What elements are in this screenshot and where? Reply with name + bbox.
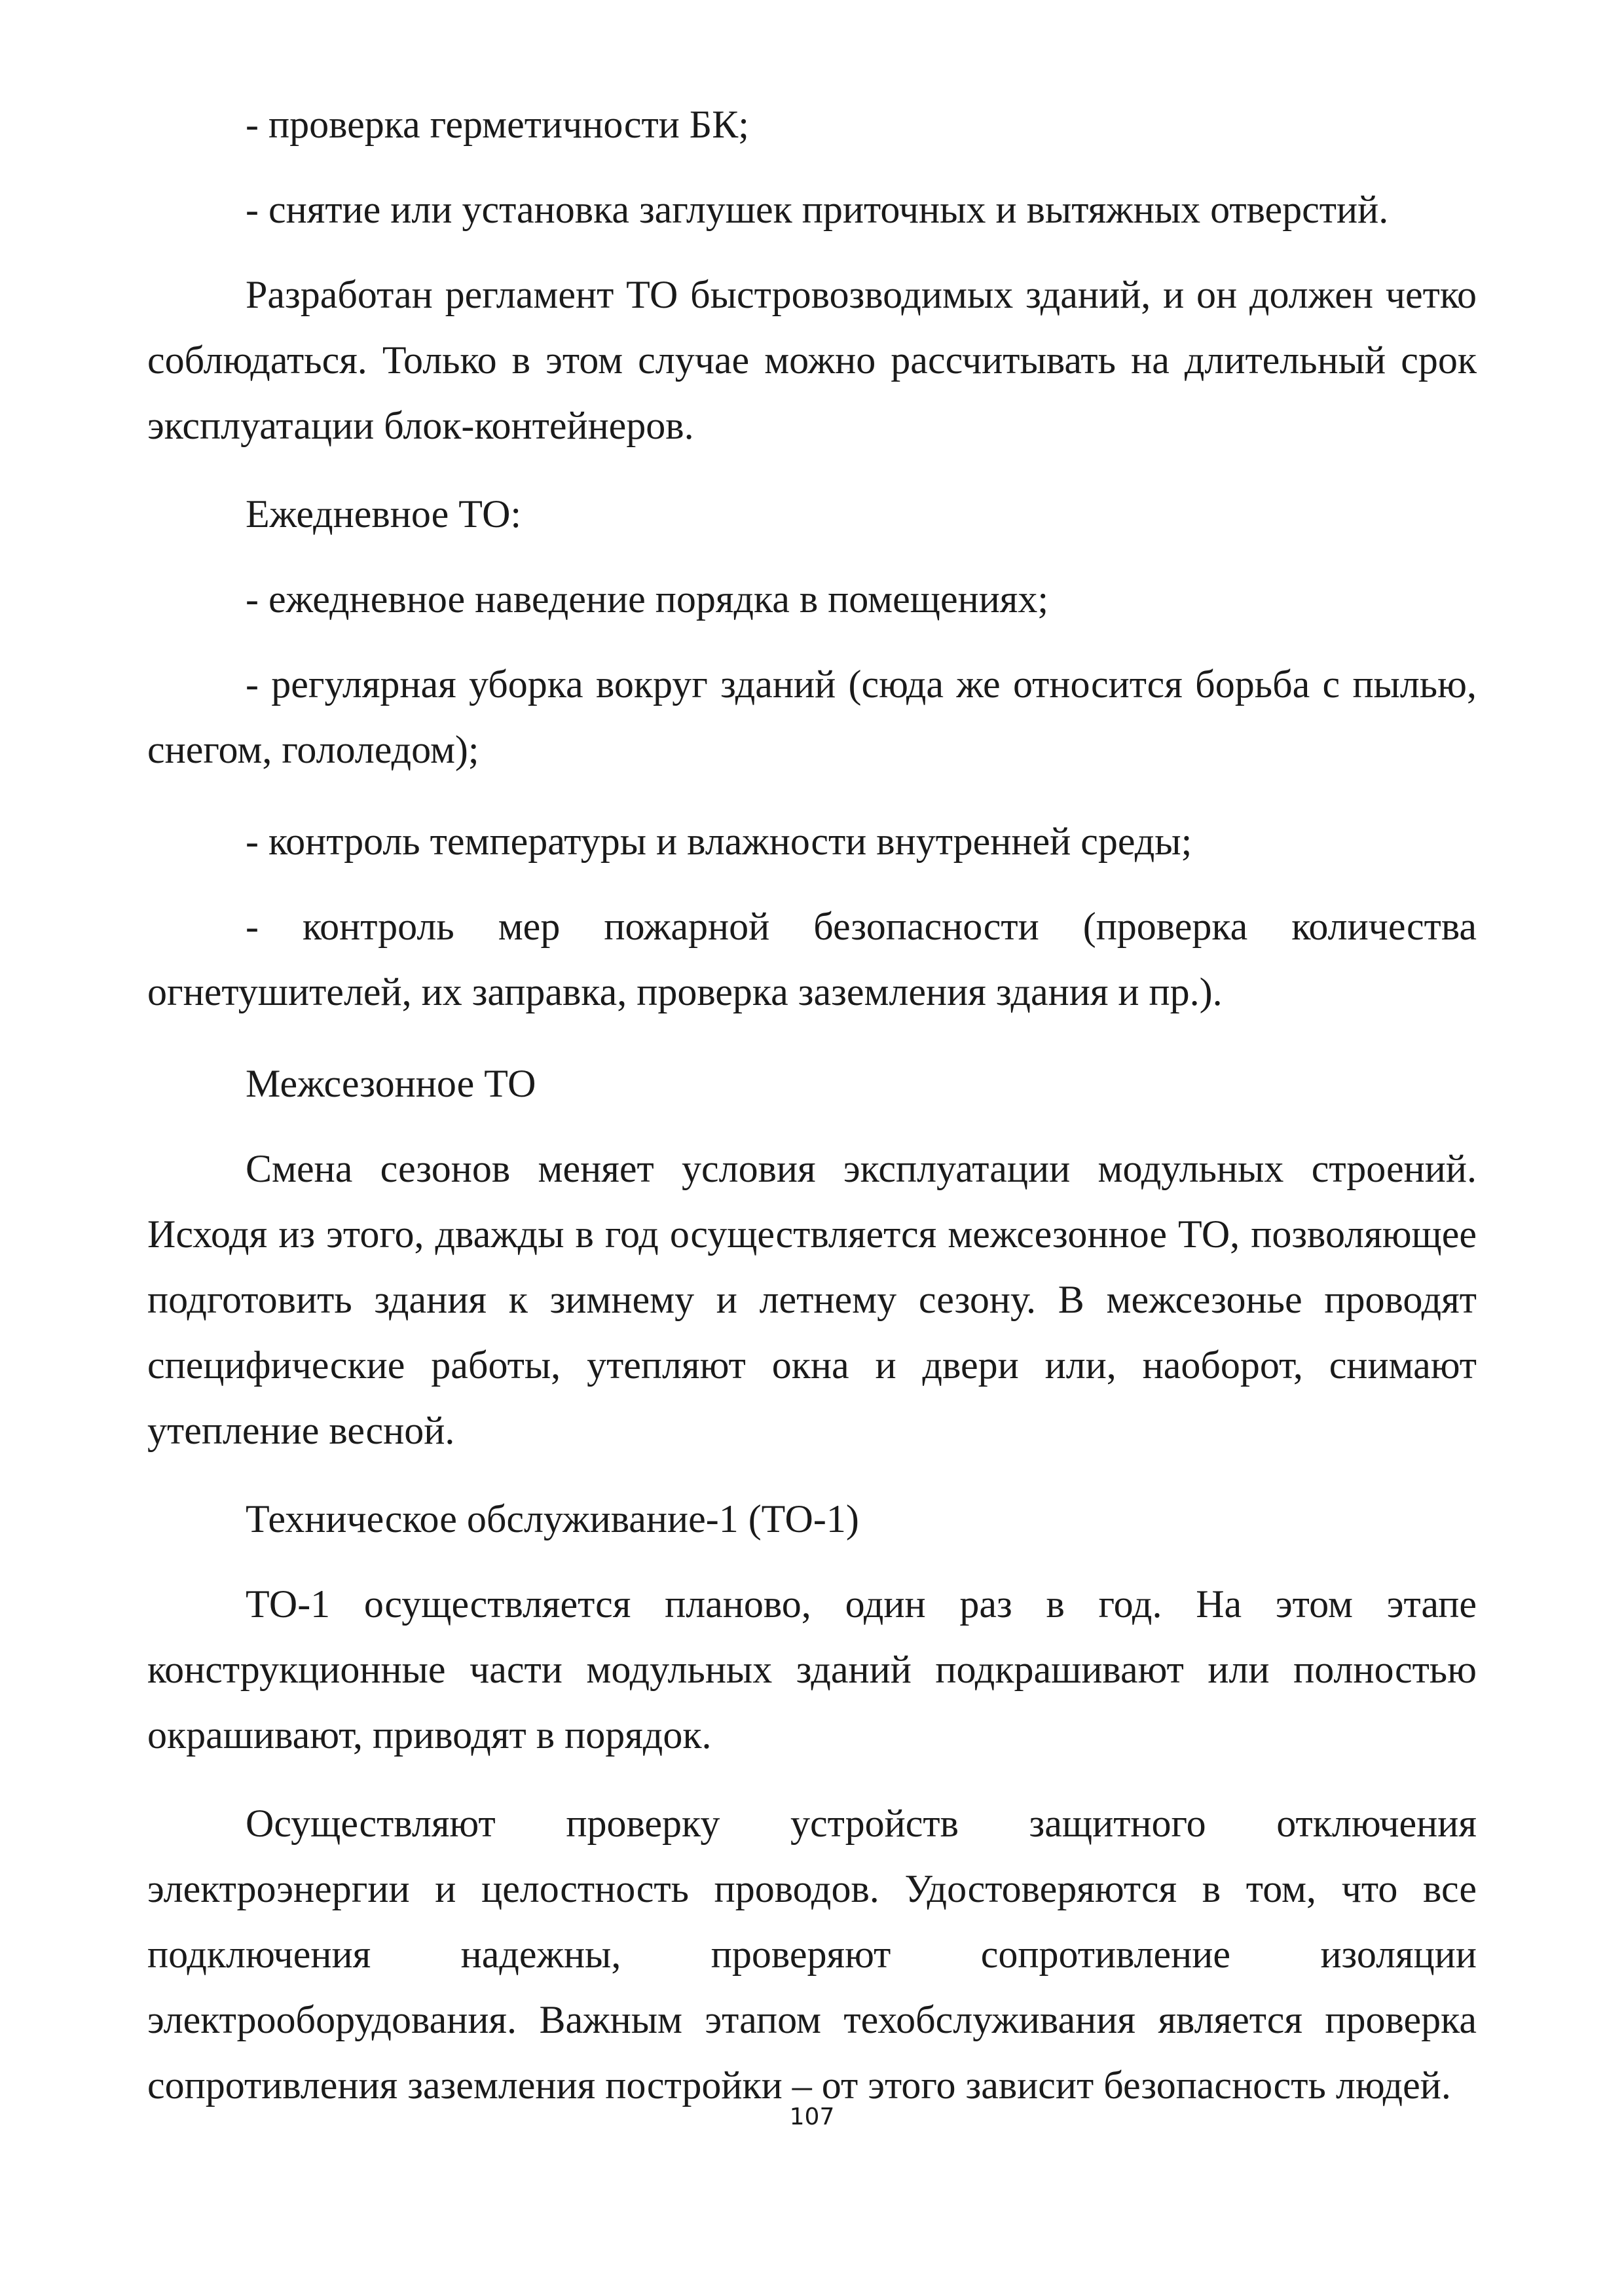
page-number: 107	[789, 2104, 835, 2130]
section-heading: Межсезонное ТО	[246, 1062, 536, 1105]
paragraph-body: ТО-1 осуществляется планово, один раз в год. На этом этапе конструкционные части модульных зданий подкрашивают или полностью окрашивают, приводят в порядок.	[147, 1582, 1477, 1757]
section-heading: Ежедневное ТО:	[246, 492, 522, 536]
paragraph-list-item: - регулярная уборка вокруг зданий (сюда же относится борьба с пылью, снегом, гололедом);	[147, 663, 1477, 771]
paragraph-list-item: - ежедневное наведение порядка в помещениях;	[246, 577, 1049, 621]
paragraph-list-item: - снятие или установка заглушек приточных и вытяжных отверстий.	[246, 188, 1389, 231]
paragraph-list-item: - контроль мер пожарной безопасности (проверка количества огнетушителей, их заправка, проверка заземления здания и пр.).	[147, 905, 1477, 1013]
paragraph-body: Разработан регламент ТО быстровозводимых зданий, и он должен четко соблюдаться. Только в этом случае можно рассчитывать на длительный срок эксплуатации блок-контейнеров.	[147, 273, 1477, 447]
section-heading: Техническое обслуживание-1 (ТО-1)	[246, 1497, 859, 1540]
paragraph-list-item: - проверка герметичности БК;	[246, 103, 749, 146]
paragraph-body: Осуществляют проверку устройств защитного отключения электроэнергии и целостность проводов. Удостоверяются в том, что все подключения надежны, проверяют сопротивление изоляции электрооборудования. Важным этапом техобслуживания является проверка сопротивления заземления постройки – от этого зависит безопасность людей.	[147, 1802, 1477, 2107]
paragraph-body: Смена сезонов меняет условия эксплуатации модульных строений. Исходя из этого, дважды в год осуществляется межсезонное ТО, позволяющее подготовить здания к зимнему и летнему сезону. В межсезонье проводят специфические работы, утепляют окна и двери или, наоборот, снимают утепление весной.	[147, 1147, 1477, 1452]
paragraph-list-item: - контроль температуры и влажности внутренней среды;	[246, 820, 1192, 863]
